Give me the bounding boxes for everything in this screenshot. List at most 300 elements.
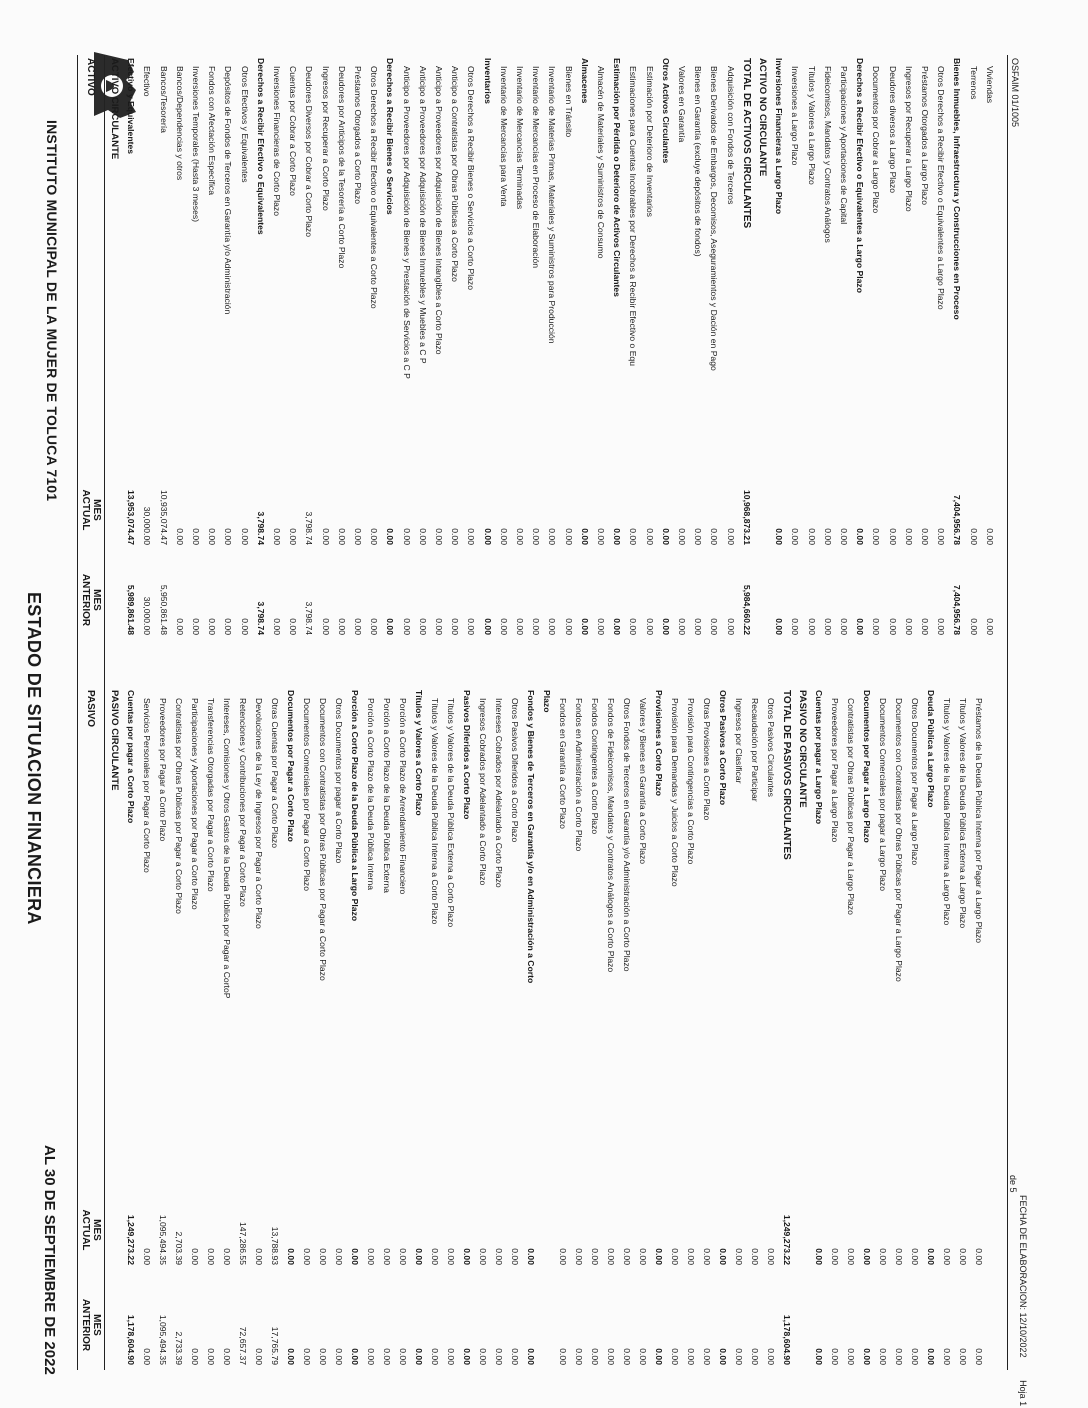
row-value-anterior: 0.00 (478, 1348, 488, 1365)
row-label: Otros Derechos a Recibir Efectivo o Equivalentes a Corto Plazo (369, 66, 380, 309)
row-value-anterior: 0.00 (920, 618, 930, 635)
row-value-anterior: 0.00 (558, 1348, 568, 1365)
row-value-anterior: 0.00 (385, 618, 396, 635)
row-value-anterior: 0.00 (686, 1348, 696, 1365)
row-value-anterior: 0.00 (693, 618, 704, 635)
row-value-anterior: 7,404,956.78 (952, 584, 963, 635)
row-label: Deudores diversos a Largo Plazo (887, 66, 898, 194)
row-label: Terrenos (968, 66, 979, 100)
row-value-anterior: 0.00 (515, 618, 525, 635)
row-value-actual: 0.00 (926, 1248, 936, 1265)
row-value-actual: 147,286.55 (238, 1221, 248, 1265)
row-value-actual: 0.00 (654, 1248, 664, 1265)
row-value-anterior: 0.00 (286, 1348, 296, 1365)
row-label: Anticipo a Proveedores por Adquisición de Bienes Intangibles a Corto Plazo (434, 66, 444, 355)
row-label: Participaciones y Aportaciones de Capital (839, 66, 849, 225)
row-label: Bancos/Dependencias y otros (174, 66, 185, 181)
row-value-actual: 1,095,494.35 (158, 1214, 168, 1265)
row-label: Inversiones a Largo Plazo (790, 66, 801, 166)
row-label: Inventario de Mercancías para Venta (498, 66, 509, 207)
row-value-anterior: 0.00 (446, 1348, 456, 1365)
row-value-actual: 7,404,956.78 (952, 494, 963, 545)
row-label: Efectivo (142, 66, 153, 97)
row-value-actual: 0.00 (725, 528, 736, 545)
row-value-anterior: 0.00 (466, 618, 477, 635)
row-label: Inversiones Temporales (Hasta 3 meses) (191, 66, 201, 223)
row-value-anterior: 0.00 (382, 1348, 392, 1365)
row-value-actual: 0.00 (369, 528, 380, 545)
row-value-actual: 0.00 (830, 1248, 840, 1265)
row-value-actual: 0.00 (590, 1248, 600, 1265)
row-value-actual: 0.00 (677, 528, 687, 545)
row-label: Documentos por Cobrar a Largo Plazo (871, 66, 882, 214)
row-value-actual (797, 1185, 808, 1265)
row-label: TOTAL DE PASIVOS CIRCULANTES (781, 690, 792, 860)
row-value-actual: 0.00 (142, 1248, 152, 1265)
row-label: Derechos a Recibir Efectivo o Equivalentes (255, 58, 266, 235)
row-label: Transferencias Otorgadas por Pagar a Corto Plazo (206, 698, 216, 892)
row-value-actual: 0.00 (450, 528, 461, 545)
row-value-actual: 0.00 (190, 1248, 200, 1265)
row-value-actual: 0.00 (660, 528, 671, 545)
pasivo-actual-header: MES ACTUAL (80, 1209, 102, 1251)
row-label: Otros Activos Circulantes (660, 58, 671, 164)
institution-name: INSTITUTO MUNICIPAL DE LA MUJER DE TOLUCA 7101 (44, 120, 60, 502)
row-label: Proveedores por Pagar a Corto Plazo (158, 698, 168, 842)
row-value-anterior: 0.00 (984, 618, 995, 635)
row-label: PASIVO CIRCULANTE (109, 690, 120, 791)
row-value-actual: 0.00 (644, 528, 655, 545)
row-label: Estimación por Deterioro de Inventarios (644, 66, 655, 217)
row-label: Contratistas por Obras Públicas por Pagar a Largo Plazo (846, 698, 856, 915)
row-label: Almacenes (579, 58, 590, 104)
row-value-actual (541, 1185, 552, 1265)
row-label: Documentos Comerciales por Pagar a Corto Plazo (302, 698, 312, 891)
row-label: Otros Pasivos a Corto Plazo (718, 690, 728, 806)
row-value-actual: 3,798.74 (255, 511, 266, 545)
row-value-anterior: 0.00 (734, 1348, 744, 1365)
top-rule (77, 55, 78, 1370)
row-value-anterior: 0.00 (814, 1348, 824, 1365)
row-value-anterior: 0.00 (336, 618, 347, 635)
row-label: Fondos en Garantía a Corto Plazo (558, 698, 568, 829)
row-value-anterior: 0.00 (839, 618, 849, 635)
row-label: Fondos Contingentes a Corto Plazo (590, 698, 600, 835)
row-value-anterior: 0.00 (302, 1348, 312, 1365)
row-value-anterior: 0.00 (498, 618, 509, 635)
row-value-actual: 0.00 (207, 528, 218, 545)
row-label: Otros Efectivos y Equivalentes (239, 66, 250, 183)
row-value-anterior: 0.00 (718, 1348, 728, 1365)
row-value-actual: 0.00 (920, 528, 930, 545)
activo-header: ACTIVO (85, 58, 96, 96)
row-value-actual: 0.00 (430, 1248, 440, 1265)
row-label: Documentos con Contratistas por Obras Públicas por Pagar a Corto Plazo (318, 698, 328, 981)
row-value-actual: 0.00 (839, 528, 849, 545)
row-value-actual: 0.00 (958, 1248, 968, 1265)
row-value-anterior: 0.00 (206, 1348, 216, 1365)
row-label: Deuda Pública a Largo Plazo (926, 690, 936, 808)
row-value-anterior: 0.00 (526, 1348, 536, 1365)
row-label: Inventario de Mercancías Terminadas (515, 66, 525, 210)
row-value-anterior: 0.00 (750, 1348, 760, 1365)
row-value-actual: 0.00 (579, 528, 590, 545)
row-value-actual: 1,249,273.22 (782, 1214, 792, 1265)
row-value-anterior: 0.00 (670, 1348, 680, 1365)
row-value-anterior: 0.00 (190, 1348, 200, 1365)
row-value-anterior: 0.00 (579, 618, 590, 635)
row-label: Participaciones y Aportaciones por Pagar a Corto Plazo (190, 698, 200, 910)
row-label: Otros Derechos a Recibir Bienes o Servicios a Corto Plazo (466, 66, 477, 291)
row-value-actual: 0.00 (628, 528, 639, 545)
row-value-actual: 0.00 (878, 1248, 888, 1265)
row-label: Otros Pasivos Diferidos a Corto Plazo (510, 698, 520, 843)
row-label: Documentos Comerciales por pagar a Largo Plazo (878, 698, 888, 891)
row-label: Ingresos Cobrados por Adelantado a Corto Plazo (478, 698, 488, 886)
row-label: Inventarios (482, 58, 493, 104)
row-value-actual (109, 465, 120, 545)
row-value-actual: 0.00 (814, 1248, 824, 1265)
row-value-actual: 0.00 (984, 528, 995, 545)
row-value-anterior: 0.00 (334, 1348, 344, 1365)
row-value-anterior: 0.00 (547, 618, 558, 635)
row-label: Provisiones a Corto Plazo (654, 690, 664, 797)
row-value-actual: 1,249,273.22 (126, 1214, 136, 1265)
row-value-actual: 0.00 (612, 528, 623, 545)
row-value-actual: 10,968,873.21 (741, 490, 752, 545)
row-value-actual: 0.00 (887, 528, 898, 545)
row-value-actual: 0.00 (353, 528, 363, 545)
row-value-actual: 0.00 (596, 528, 606, 545)
row-value-actual: 0.00 (910, 1248, 920, 1265)
row-value-anterior: 5,950,861.48 (158, 584, 169, 635)
row-label: Pasivos Diferidos a Corto Plazo (462, 690, 472, 820)
row-label: Depósitos de Fondos de Terceros en Garantía y/o Administración (223, 66, 234, 315)
row-value-anterior: 0.00 (320, 618, 331, 635)
row-label: Bienes en Tránsito (563, 66, 574, 138)
row-label: Cuentas por pagar a Corto Plazo (126, 690, 136, 824)
row-value-actual: 0.00 (686, 1248, 696, 1265)
row-value-actual (757, 465, 768, 545)
row-label: Otras Provisiones a Corto Plazo (702, 698, 712, 821)
row-label: Deudores Diversos por Cobrar a Corto Plazo (304, 66, 315, 237)
row-label: Bienes Inmuebles, Infraestructura y Construcciones en Proceso (952, 58, 963, 320)
row-label: PASIVO NO CIRCULANTE (797, 690, 808, 808)
row-label: Fondos con Afectación Específica (207, 66, 218, 195)
row-value-actual: 0.00 (239, 528, 250, 545)
row-value-actual: 0.00 (531, 528, 542, 545)
row-label: Devoluciones de la Ley de Ingresos por Pagar a Corto Plazo (254, 698, 264, 929)
row-label: Títulos y Valores a Largo Plazo (806, 66, 817, 185)
row-label: Proveedores por Pagar a Largo Plazo (830, 698, 840, 843)
row-value-anterior: 0.00 (223, 618, 234, 635)
row-value-actual: 0.00 (766, 1248, 776, 1265)
row-value-anterior: 0.00 (644, 618, 655, 635)
row-value-actual: 0.00 (846, 1248, 856, 1265)
row-value-actual: 0.00 (494, 1248, 504, 1265)
row-value-actual: 0.00 (638, 1248, 648, 1265)
row-value-anterior: 0.00 (254, 1348, 264, 1365)
row-label: Derechos a Recibir Bienes o Servicios (385, 58, 396, 215)
row-value-anterior: 0.00 (766, 1348, 776, 1365)
row-label: Contratistas por Obras Públicas por Pagar a Corto Plazo (174, 698, 184, 914)
row-label: Préstamos Otorgados a Largo Plazo (920, 66, 930, 206)
row-label: ACTIVO NO CIRCULANTE (757, 58, 768, 177)
row-value-anterior: 0.00 (942, 1348, 952, 1365)
row-label: Documentos por Pagar a Largo Plazo (862, 690, 872, 843)
row-label: Otros Documentos por pagar a Corto Plazo (334, 698, 344, 864)
row-value-anterior: 0.00 (871, 618, 882, 635)
row-label: Adquisición con Fondos de Terceros (725, 66, 736, 205)
row-value-anterior: 0.00 (401, 618, 412, 635)
row-value-anterior: 0.00 (628, 618, 639, 635)
row-label: Ingresos por Clasificar (734, 698, 744, 784)
row-label: Retenciones y Contribuciones por Pagar a Corto Plazo (238, 698, 248, 907)
row-value-actual: 0.00 (942, 1248, 952, 1265)
row-value-anterior: 0.00 (606, 1348, 616, 1365)
row-label: Fondos y Bienes de Terceros en Garantía y/o en Administración a Corto (526, 690, 536, 984)
row-value-actual: 0.00 (336, 528, 347, 545)
row-value-anterior: 0.00 (350, 1348, 360, 1365)
activo-anterior-header: MES ANTERIOR (80, 573, 102, 627)
row-value-actual: 0.00 (206, 1248, 216, 1265)
row-value-actual: 0.00 (254, 1248, 264, 1265)
row-label: Porción a Corto Plazo de la Deuda Pública Interna (366, 698, 376, 891)
row-value-anterior: 0.00 (207, 618, 218, 635)
row-label: ACTIVO CIRCULANTE (109, 58, 120, 160)
row-value-anterior (109, 555, 120, 635)
row-value-anterior: 0.00 (596, 618, 606, 635)
activo-actual-header: MES ACTUAL (80, 489, 102, 531)
row-label: Porción a Corto Plazo de Arrendamiento Financiero (398, 698, 408, 895)
row-value-actual: 0.00 (871, 528, 882, 545)
row-label: Cuentas por Cobrar a Corto Plazo (288, 66, 299, 196)
row-value-anterior: 0.00 (174, 618, 185, 635)
row-label: Efectivo y Equivalentes (126, 58, 137, 154)
row-value-actual: 0.00 (558, 1248, 568, 1265)
row-value-actual: 13,953,074.47 (126, 490, 137, 545)
row-label: Intereses, Comisiones y Otros Gastos de la Deuda Pública por Pagar a CortoP (222, 698, 232, 999)
row-label: Bienes Derivados de Embargos, Decomisos, Aseguramientos y Dación en Pago (709, 66, 720, 371)
row-value-actual: 0.00 (974, 1248, 984, 1265)
row-label: Porción a Corto Plazo de la Deuda Pública Externa (382, 698, 392, 893)
row-label: Almacén de Materiales y Suministros de Consumo (596, 66, 606, 259)
row-label: Documentos por Pagar a Corto Plazo (286, 690, 296, 842)
row-value-anterior: 0.00 (677, 618, 687, 635)
row-value-actual: 2,703.39 (174, 1231, 184, 1265)
row-value-anterior: 0.00 (958, 1348, 968, 1365)
row-value-anterior: 72,657.37 (238, 1326, 248, 1365)
row-value-actual: 10,935,074.47 (158, 490, 169, 545)
row-value-anterior: 0.00 (774, 618, 785, 635)
row-value-actual: 0.00 (272, 528, 282, 545)
row-value-anterior: 0.00 (862, 1348, 872, 1365)
page-number: Hoja 1 de 5 (1008, 1175, 1028, 1407)
row-label: Derechos a Recibir Efectivo o Equivalentes a Largo Plazo (855, 58, 866, 293)
row-value-anterior: 0.00 (494, 1348, 504, 1365)
row-value-anterior: 0.00 (968, 618, 979, 635)
row-value-actual: 0.00 (547, 528, 558, 545)
row-value-actual: 0.00 (222, 1248, 232, 1265)
row-value-actual: 13,788.93 (270, 1226, 280, 1265)
row-value-anterior: 0.00 (574, 1348, 584, 1365)
row-value-actual: 0.00 (482, 528, 493, 545)
row-label: Títulos y Valores de la Deuda Pública Externa a Corto Plazo (446, 698, 456, 928)
row-value-actual: 0.00 (466, 528, 477, 545)
row-value-actual: 0.00 (822, 528, 833, 545)
row-value-anterior: 0.00 (903, 618, 914, 635)
row-value-anterior (797, 1285, 808, 1365)
row-value-anterior: 0.00 (222, 1348, 232, 1365)
row-value-actual: 0.00 (790, 528, 801, 545)
row-value-actual: 0.00 (398, 1248, 408, 1265)
row-value-anterior: 0.00 (910, 1348, 920, 1365)
row-label: Viviendas (984, 66, 995, 104)
row-label: Bienes en Garantía (excluye depósitos de fondos) (693, 66, 704, 257)
row-value-actual: 0.00 (350, 1248, 360, 1265)
row-value-actual: 0.00 (806, 528, 817, 545)
row-value-actual: 0.00 (855, 528, 866, 545)
row-value-anterior: 0.00 (239, 618, 250, 635)
row-value-anterior: 0.00 (725, 618, 736, 635)
pasivo-header: PASIVO (85, 690, 96, 728)
row-label: Títulos y Valores a Corto Plazo (414, 690, 424, 816)
row-label: Préstamos Otorgados a Corto Plazo (353, 66, 363, 205)
row-value-anterior: 0.00 (887, 618, 898, 635)
row-value-anterior: 0.00 (878, 1348, 888, 1365)
row-value-anterior (109, 1285, 120, 1365)
document-title: ESTADO DE SITUACION FINANCIERA (24, 592, 44, 925)
row-value-actual: 0.00 (414, 1248, 424, 1265)
row-value-anterior: 0.00 (369, 618, 380, 635)
row-value-actual: 30,000.00 (142, 506, 153, 545)
row-value-anterior: 0.00 (414, 1348, 424, 1365)
row-label: Títulos y Valores de la Deuda Pública Interna a Largo Plazo (942, 698, 952, 926)
elaboration-date: FECHA DE ELABORACION: 12/10/2022 (1018, 1195, 1028, 1358)
row-value-anterior: 5,989,861.48 (126, 584, 137, 635)
row-value-anterior: 0.00 (318, 1348, 328, 1365)
row-value-anterior: 0.00 (790, 618, 801, 635)
row-value-actual: 0.00 (622, 1248, 632, 1265)
bottom-rule (1007, 55, 1008, 1370)
row-label: Préstamos de la Deuda Pública Interna por Pagar a Largo Plazo (974, 698, 984, 944)
row-value-anterior: 30,000.00 (142, 596, 153, 635)
row-value-anterior: 0.00 (398, 1348, 408, 1365)
row-label: Otros Fondos de Terceros en Garantía y/o Administración a Corto Plazo (622, 698, 632, 972)
row-value-actual: 0.00 (563, 528, 574, 545)
row-label: Fondos de Fideicomisos, Mandatos y Contratos Análogos a Corto Plazo (606, 698, 616, 973)
row-value-anterior: 0.00 (288, 618, 299, 635)
row-value-actual: 0.00 (191, 528, 201, 545)
row-value-anterior: 0.00 (846, 1348, 856, 1365)
row-value-actual: 0.00 (498, 528, 509, 545)
form-code: OSFAIM 01/1005 (1010, 58, 1020, 128)
row-value-actual: 0.00 (574, 1248, 584, 1265)
row-value-actual: 0.00 (718, 1248, 728, 1265)
row-value-actual: 0.00 (320, 528, 331, 545)
row-value-anterior: 0.00 (622, 1348, 632, 1365)
row-value-anterior: 0.00 (462, 1348, 472, 1365)
row-value-actual: 3,798.74 (304, 511, 315, 545)
row-value-actual: 0.00 (606, 1248, 616, 1265)
row-label: Provisión para Contingencias a Corto Plazo (686, 698, 696, 865)
row-label: Inversiones Financieras a Largo Plazo (774, 58, 785, 215)
row-value-anterior: 0.00 (430, 1348, 440, 1365)
row-value-anterior: 0.00 (366, 1348, 376, 1365)
row-label: Fondos en Administración a Corto Plazo (574, 698, 584, 852)
row-value-anterior: 0.00 (654, 1348, 664, 1365)
row-value-anterior: 0.00 (638, 1348, 648, 1365)
row-value-anterior: 0.00 (510, 1348, 520, 1365)
row-value-anterior: 0.00 (272, 618, 282, 635)
row-value-actual: 0.00 (936, 528, 947, 545)
row-value-actual: 0.00 (702, 1248, 712, 1265)
row-value-actual: 0.00 (774, 528, 785, 545)
row-value-actual: 0.00 (734, 1248, 744, 1265)
row-label: Estimaciones para Cuentas Incobrables por Derechos a Recibir Efectivo o Equ (628, 66, 639, 366)
row-value-actual: 0.00 (510, 1248, 520, 1265)
row-value-actual: 0.00 (709, 528, 720, 545)
row-label: Estimación por Pérdida o Deterioro de Activos Circulantes (612, 58, 623, 297)
row-value-actual: 0.00 (894, 1248, 904, 1265)
row-label: Bancos/Tesorería (158, 66, 169, 133)
row-value-actual: 0.00 (462, 1248, 472, 1265)
row-value-actual (109, 1185, 120, 1265)
row-label: Ingresos por Recuperar a Largo Plazo (903, 66, 914, 212)
row-value-actual: 0.00 (366, 1248, 376, 1265)
row-label: Otros Pasivos Circulantes (766, 698, 776, 797)
row-value-anterior: 0.00 (822, 618, 833, 635)
row-value-actual: 0.00 (401, 528, 412, 545)
row-value-actual: 0.00 (302, 1248, 312, 1265)
row-value-anterior: 17,765.79 (270, 1326, 280, 1365)
row-label: Anticipo a Contratistas por Obras Públicas a Corto Plazo (450, 66, 461, 282)
row-label: Otras Cuentas por Pagar a Corto Plazo (270, 698, 280, 848)
row-value-anterior: 0.00 (855, 618, 866, 635)
row-value-actual: 0.00 (382, 1248, 392, 1265)
row-label: Recaudación por Participar (750, 698, 760, 802)
row-value-anterior: 3,798.74 (255, 601, 266, 635)
row-label: Deudores por Anticipos de la Tesorería a Corto Plazo (336, 66, 347, 269)
header-rule (104, 55, 105, 1370)
row-label: Inventario de Materias Primas, Materiales y Suministros para Producción (547, 66, 558, 344)
row-label: Porción a Corto Plazo de la Deuda Pública a Largo Plazo (350, 690, 360, 922)
row-value-anterior: 1,095,494.35 (158, 1314, 168, 1365)
row-value-actual: 0.00 (693, 528, 704, 545)
row-value-anterior: 0.00 (926, 1348, 936, 1365)
row-label: Valores en Garantía (677, 66, 687, 143)
row-value-anterior: 0.00 (563, 618, 574, 635)
row-value-anterior: 0.00 (590, 1348, 600, 1365)
row-label: Otros Documentos por Pagar a Largo Plazo (910, 698, 920, 866)
row-value-actual: 0.00 (385, 528, 396, 545)
row-value-actual: 0.00 (174, 528, 185, 545)
row-value-anterior: 0.00 (450, 618, 461, 635)
row-label: Títulos y Valores de la Deuda Pública Interna a Corto Plazo (430, 698, 440, 925)
row-value-anterior: 0.00 (142, 1348, 152, 1365)
row-label: Cuentas por pagar a Largo Plazo (814, 690, 824, 825)
row-value-anterior: 0.00 (482, 618, 493, 635)
row-value-anterior: 0.00 (974, 1348, 984, 1365)
pasivo-anterior-header: MES ANTERIOR (80, 1298, 102, 1352)
row-value-anterior: 5,984,660.22 (741, 584, 752, 635)
row-label: Inventario de Mercancías en Proceso de Elaboración (531, 66, 542, 269)
row-label: Intereses Cobrados por Adelantado a Corto Plazo (494, 698, 504, 888)
row-value-actual: 0.00 (968, 528, 979, 545)
row-label: Anticipo a Proveedores por Adquisición de Bienes y Prestación de Servicios a C P (401, 66, 412, 379)
row-value-anterior: 1,178,604.90 (126, 1314, 136, 1365)
row-value-actual: 0.00 (526, 1248, 536, 1265)
